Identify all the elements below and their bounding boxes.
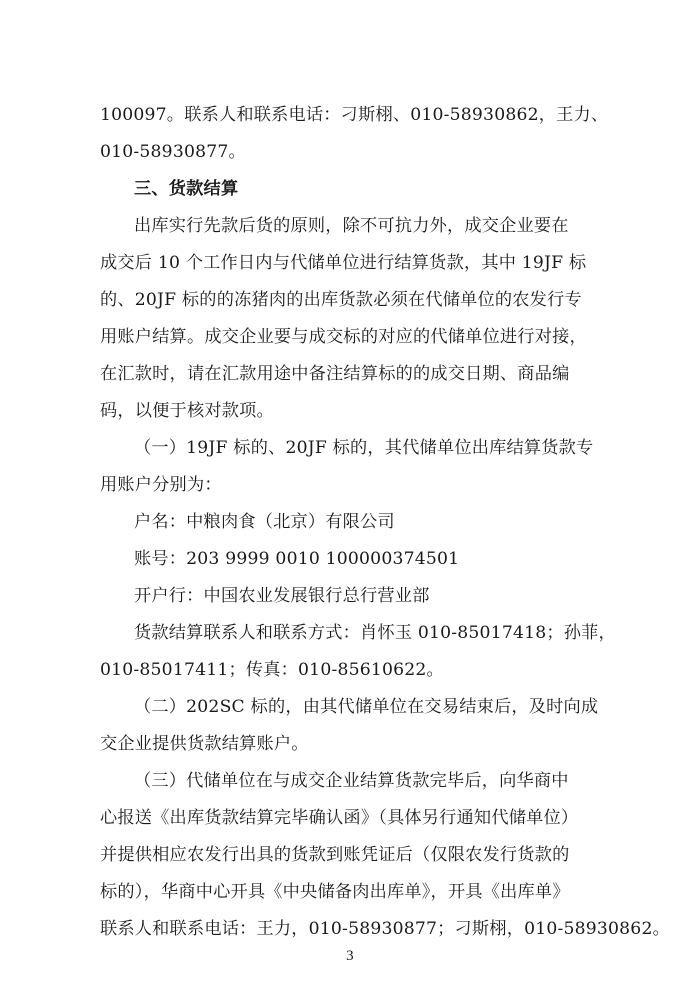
- paragraph-line: 用账户结算。成交企业要与成交标的对应的代储单位进行对接，: [100, 327, 587, 347]
- subsection-3-line: 并提供相应农发行出具的货款到账凭证后（仅限农发行货款的: [100, 845, 570, 865]
- subsection-1-line: 用账户分别为：: [100, 475, 222, 495]
- contact-line-2: 010-58930877。: [100, 142, 246, 162]
- subsection-3-contact-line: 联系人和联系电话：王力，010-58930877；刁斯栩，010-58930862。: [100, 919, 670, 939]
- paragraph-line: 码，以便于核对款项。: [100, 401, 274, 421]
- section-heading-payment-settlement: 三、货款结算: [134, 179, 239, 199]
- subsection-3-line: 心报送《出库货款结算完毕确认函》（具体另行通知代储单位）: [100, 808, 579, 828]
- paragraph-line: 出库实行先款后货的原则，除不可抗力外，成交企业要在: [134, 216, 569, 236]
- settlement-contact-line-1: 货款结算联系人和联系方式：肖怀玉 010-85017418；孙菲，: [134, 623, 616, 643]
- paragraph-line: 在汇款时，请在汇款用途中备注结算标的的成交日期、商品编: [100, 364, 570, 384]
- subsection-1-line: （一）19JF 标的、20JF 标的，其代储单位出库结算货款专: [134, 438, 594, 458]
- subsection-3-line: （三）代储单位在与成交企业结算货款完毕后，向华商中: [134, 771, 569, 791]
- subsection-2-line: 交企业提供货款结算账户。: [100, 734, 309, 754]
- settlement-contact-line-2: 010-85017411；传真：010-85610622。: [100, 660, 444, 680]
- page-number: 3: [346, 948, 354, 964]
- account-number: 账号：203 9999 0010 100000374501: [134, 549, 460, 569]
- opening-bank: 开户行：中国农业发展银行总行营业部: [134, 586, 430, 606]
- subsection-2-line: （二）202SC 标的，由其代储单位在交易结束后，及时向成: [134, 697, 599, 717]
- account-name: 户名：中粮肉食（北京）有限公司: [134, 512, 395, 532]
- paragraph-line: 的、20JF 标的的冻猪肉的出库货款必须在代储单位的农发行专: [100, 290, 582, 310]
- paragraph-line: 成交后 10 个工作日内与代储单位进行结算货款，其中 19JF 标: [100, 253, 587, 273]
- subsection-3-line: 标的），华商中心开具《中央储备肉出库单》，开具《出库单》: [100, 882, 570, 902]
- contact-line-1: 100097。联系人和联系电话：刁斯栩、010-58930862，王力、: [100, 105, 609, 125]
